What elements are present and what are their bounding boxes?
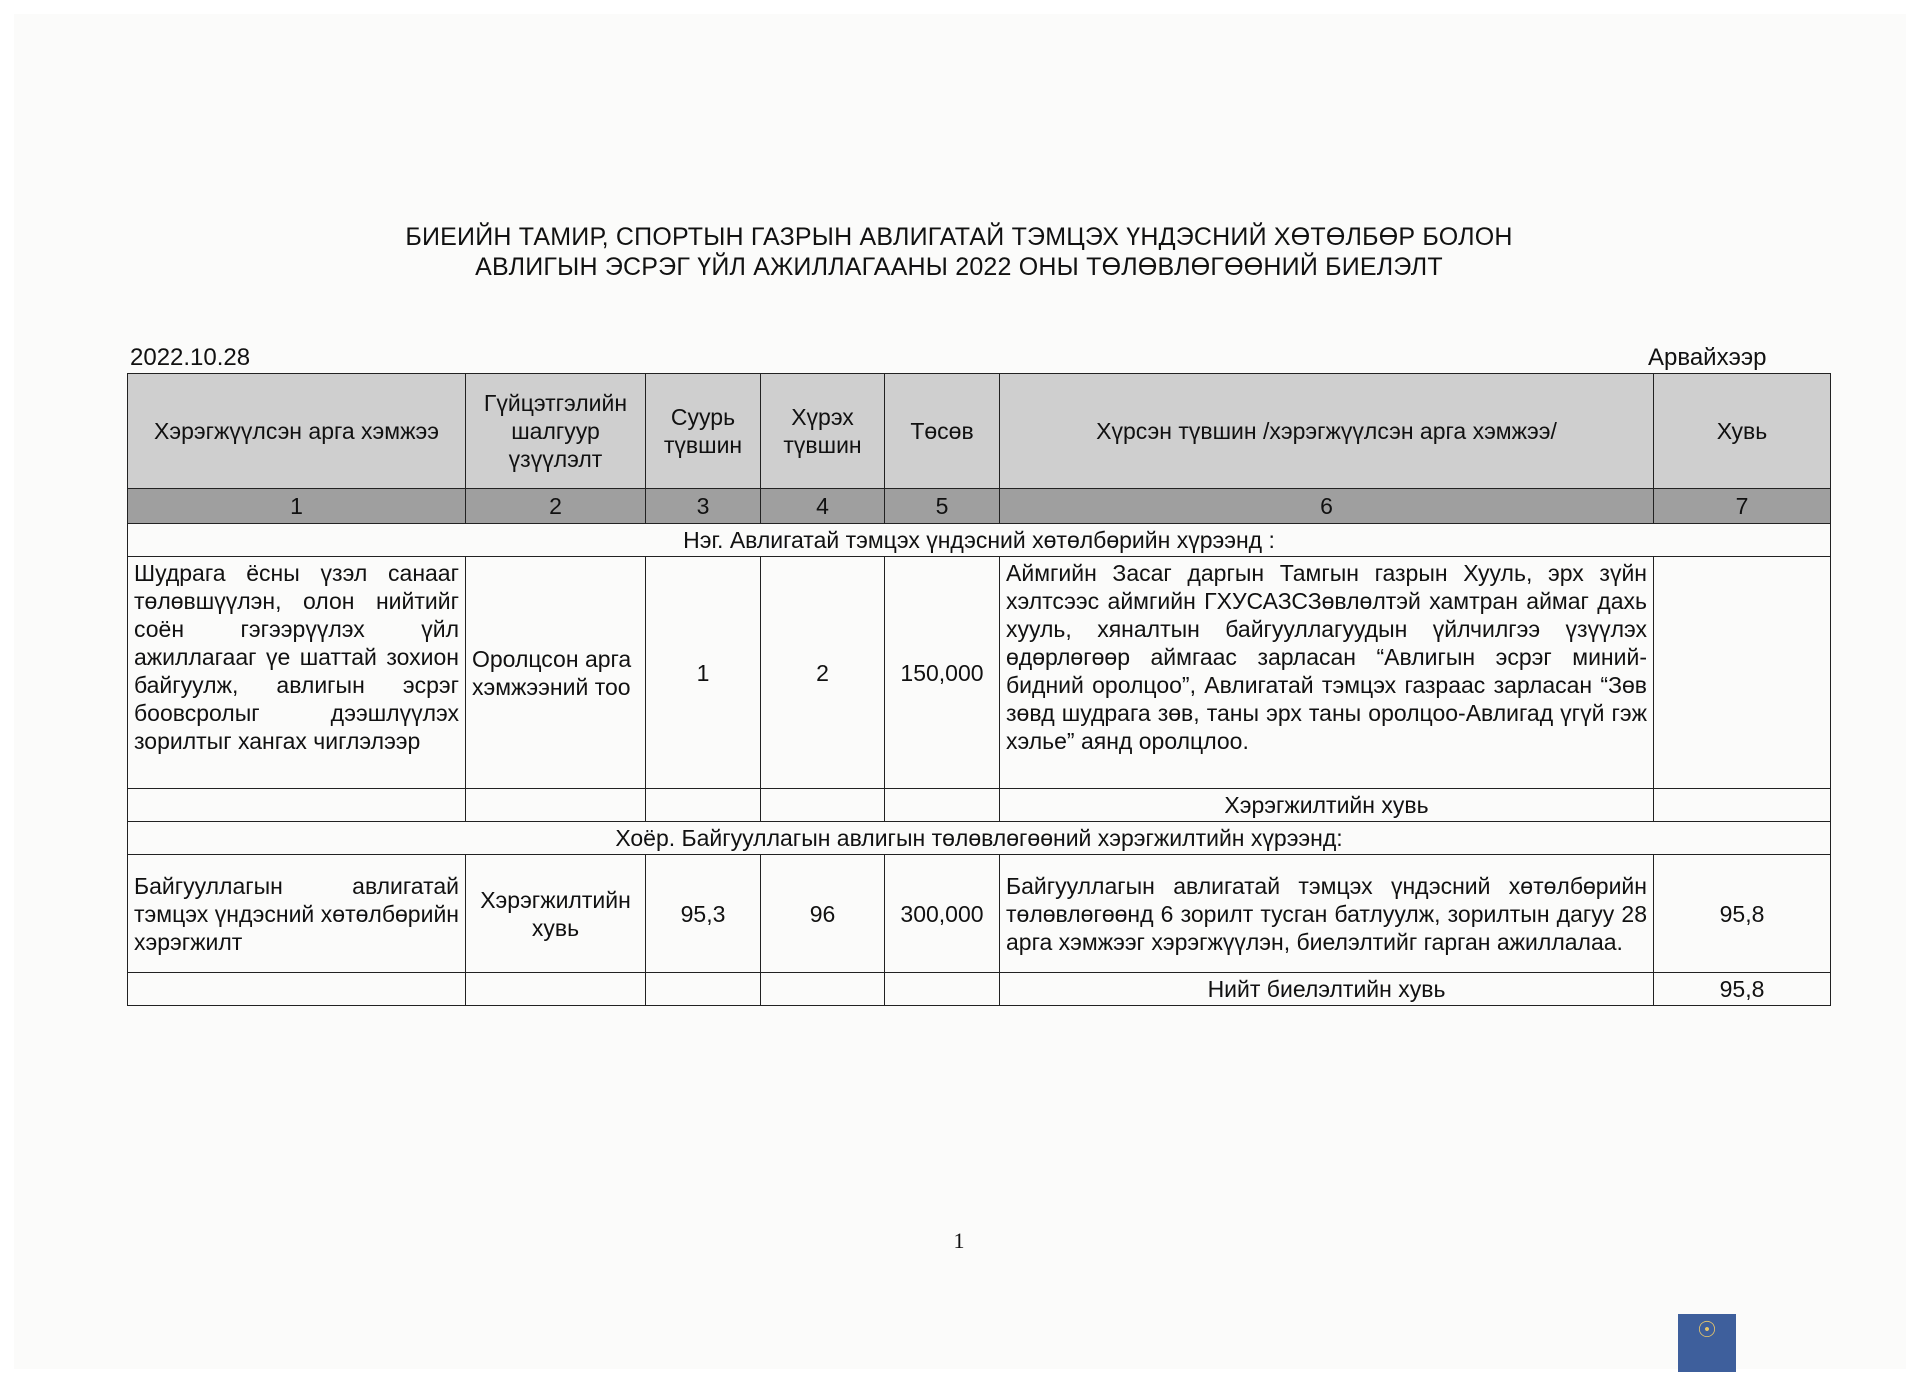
empty-cell (761, 789, 885, 822)
section-row-2 (128, 822, 1831, 855)
header-row (128, 374, 1831, 489)
subtotal-value-1 (1654, 789, 1831, 822)
column-number: 5 (885, 489, 1000, 524)
section-row-1 (128, 524, 1831, 557)
row1-target: 2 (761, 557, 885, 789)
row1-indicator: Оролцсон арга хэмжээний тоо (466, 557, 646, 789)
empty-cell (128, 789, 466, 822)
total-row (128, 973, 1831, 1006)
subtotal-label-1: Хэрэгжилтийн хувь (1000, 789, 1654, 822)
total-label: Нийт биелэлтийн хувь (1000, 973, 1654, 1006)
empty-cell (761, 973, 885, 1006)
document-place: Арвайхээр (1648, 344, 1767, 371)
document-title (0, 222, 1918, 282)
header-achieved: Хүрсэн түвшин /хэрэгжүүлсэн арга хэмжээ/ (1000, 374, 1654, 489)
header-percent: Хувь (1654, 374, 1831, 489)
column-number: 3 (646, 489, 761, 524)
page-number: 1 (953, 1228, 965, 1253)
title-line-2: АВЛИГЫН ЭСРЭГ ҮЙЛ АЖИЛЛАГААНЫ 2022 ОНЫ ТӨЛӨВЛӨГӨӨНИЙ БИЕЛЭЛТ (475, 253, 1443, 281)
report-table (127, 373, 1831, 1006)
header-indicator: Гүйцэтгэлийн шалгуур үзүүлэлт (466, 374, 646, 489)
row1-budget: 150,000 (885, 557, 1000, 789)
empty-cell (466, 973, 646, 1006)
row2-base: 95,3 (646, 855, 761, 973)
column-number: 4 (761, 489, 885, 524)
row2-achieved: Байгууллагын авлигатай тэмцэх үндэсний хөтөлбөрийн төлөвлөгөөнд 6 зорилт тусган батлуулж, зорилтын дагуу 28 арга хэмжээг хэрэгжүүлэн, биелэлтийг гарган ажиллалаа. (1000, 855, 1654, 973)
section-title-1: Нэг. Авлигатай тэмцэх үндэсний хөтөлбөрийн хүрээнд : (128, 524, 1831, 557)
row1-achieved: Аймгийн Засаг даргын Тамгын газрын Хууль, эрх зүйн хэлтсээс аймгийн ГХУСАЗСЗөвлөлтэй хамтран аймаг дахь хууль, хяналтын байгууллагуудын үйлчилгээ үзүүлэх өдөрлөгөөр аймгаас зарласан “Авлигын эсрэг миний-бидний оролцоо”, Авлигатай тэмцэх газраас зарласан “Зөв зөвд шудрага зөв, таны эрх таны оролцоо-Авлигад үгүй гэж хэлье” аянд оролцлоо. (1000, 557, 1654, 789)
header-target: Хүрэх түвшин (761, 374, 885, 489)
table-row-1 (128, 557, 1831, 789)
column-number: 6 (1000, 489, 1654, 524)
table-row-2 (128, 855, 1831, 973)
header-base: Суурь түвшин (646, 374, 761, 489)
row1-base: 1 (646, 557, 761, 789)
empty-cell (128, 973, 466, 1006)
state-emblem-icon: ☉ (1678, 1314, 1736, 1372)
column-number: 7 (1654, 489, 1831, 524)
empty-cell (646, 973, 761, 1006)
column-number: 2 (466, 489, 646, 524)
row2-indicator: Хэрэгжилтийн хувь (466, 855, 646, 973)
header-measure: Хэрэгжүүлсэн арга хэмжээ (128, 374, 466, 489)
column-number-row (128, 489, 1831, 524)
subtotal-row-1 (128, 789, 1831, 822)
empty-cell (885, 789, 1000, 822)
document-date: 2022.10.28 (130, 344, 251, 371)
empty-cell (466, 789, 646, 822)
row1-measure: Шудрага ёсны үзэл санааг төлөвшүүлэн, олон нийтийг соён гэгээрүүлэх үйл ажиллагааг үе шаттай зохион байгуулж, авлигын эсрэг боовсролыг дээшлүүлэх зорилтыг хангах чиглэлээр (128, 557, 466, 789)
row2-measure: Байгууллагын авлигатай тэмцэх үндэсний хөтөлбөрийн хэрэгжилт (128, 855, 466, 973)
empty-cell (646, 789, 761, 822)
section-title-2: Хоёр. Байгууллагын авлигын төлөвлөгөөний хэрэгжилтийн хүрээнд: (128, 822, 1831, 855)
column-number: 1 (128, 489, 466, 524)
row1-percent (1654, 557, 1831, 789)
header-budget: Төсөв (885, 374, 1000, 489)
row2-percent: 95,8 (1654, 855, 1831, 973)
title-line-1: БИЕИЙН ТАМИР, СПОРТЫН ГАЗРЫН АВЛИГАТАЙ ТЭМЦЭХ ҮНДЭСНИЙ ХӨТӨЛБӨР БОЛОН (405, 223, 1513, 251)
row2-budget: 300,000 (885, 855, 1000, 973)
empty-cell (885, 973, 1000, 1006)
total-value: 95,8 (1654, 973, 1831, 1006)
row2-target: 96 (761, 855, 885, 973)
